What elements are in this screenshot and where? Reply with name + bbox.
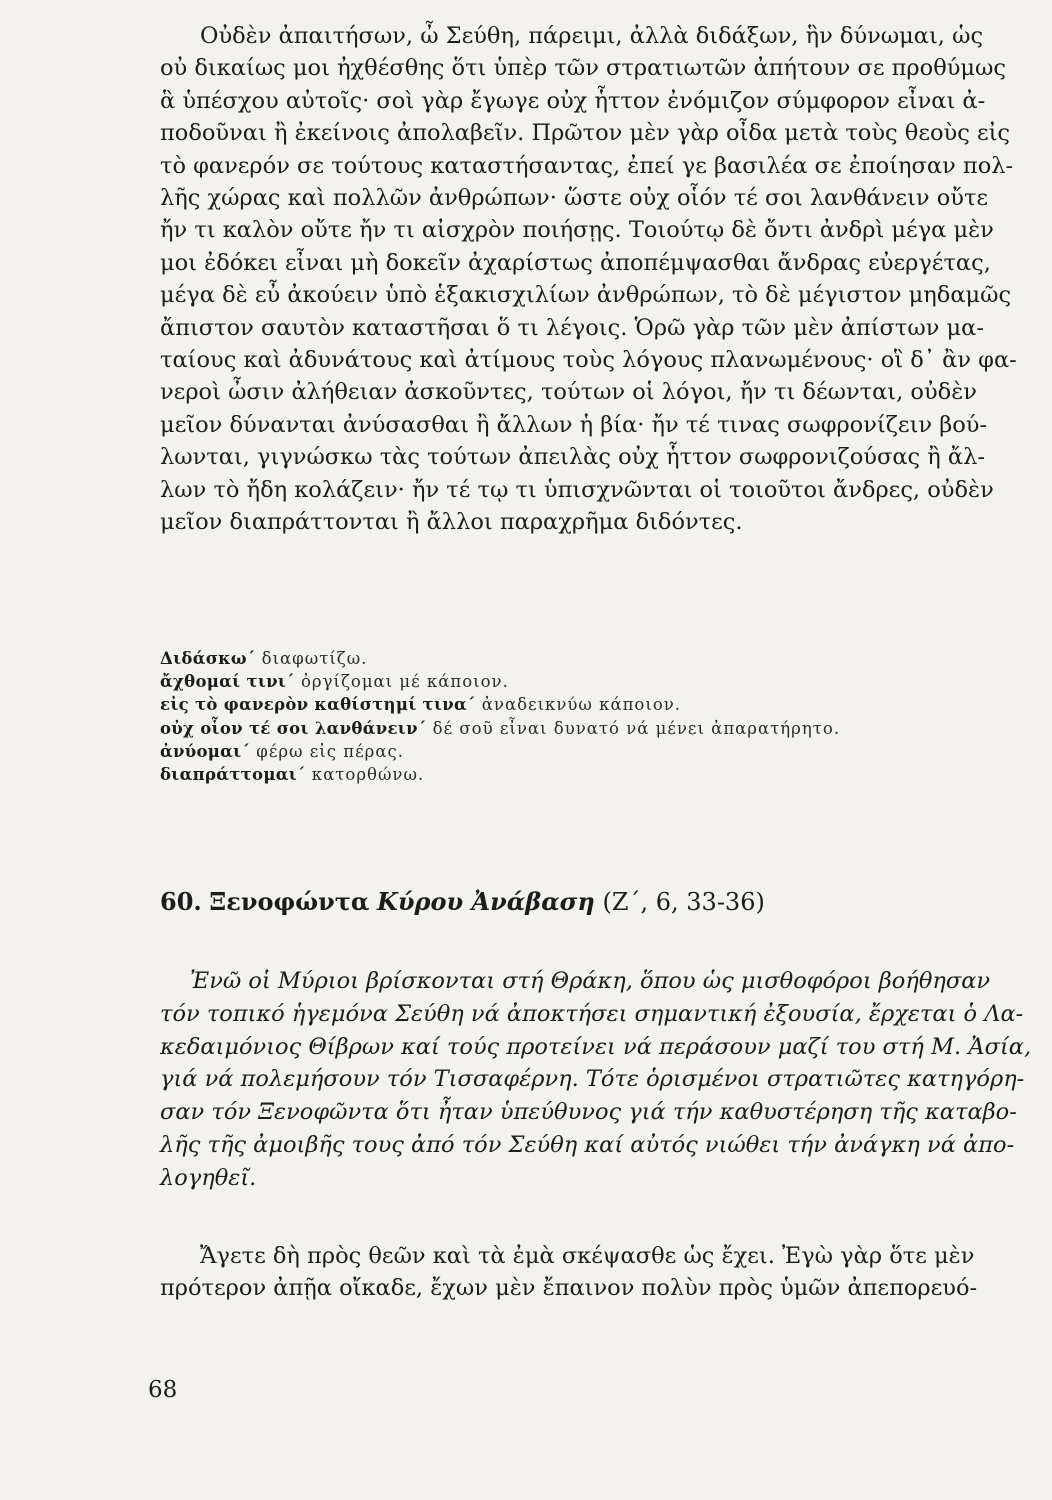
text-line: τόν τοπικό ἡγεμόνα Σεύθη νά ἀποκτήσει σημαντική ἐξουσία, ἔρχεται ὁ Λα- <box>160 1000 1024 1027</box>
glossary-term: ἄχθομαί τινι΄ <box>160 672 295 692</box>
text-line: νεροὶ ὦσιν ἀλήθειαν ἀσκοῦντες, τούτων οἱ λόγοι, ἤν τι δέωνται, οὐδὲν <box>160 379 977 406</box>
text-line: μοι ἐδόκει εἶναι μὴ δοκεῖν ἀχαρίστως ἀποπέμψασθαι ἄνδρας εὐεργέτας, <box>160 249 991 276</box>
glossary-entry <box>160 693 1020 716</box>
vocabulary-glossary <box>160 647 1020 786</box>
text-line: τὸ φανερόν σε τούτους καταστήσαντας, ἐπεί γε βασιλέα σε ἐποίησαν πολ- <box>160 152 1014 179</box>
glossary-entry <box>160 740 1020 763</box>
section-introduction <box>160 965 1032 1195</box>
text-line: Οὐδὲν ἀπαιτήσων, ὦ Σεύθη, πάρειμι, ἀλλὰ διδάξων, ἣν δύνωμαι, ὡς <box>200 23 984 49</box>
text-line: λῆς τῆς ἀμοιβῆς τους ἀπό τόν Σεύθη καί αὐτός νιώθει τήν ἀνάγκη νά ἀπο- <box>160 1131 1015 1158</box>
glossary-definition: δέ σοῦ εἶναι δυνατό νά μένει ἀπαρατήρητο. <box>426 718 841 738</box>
text-line: ταίους καὶ ἀδυνάτους καὶ ἀτίμους τοὺς λόγους πλανωμένους· οἳ δ᾽ ἂν φα- <box>160 347 1017 374</box>
glossary-definition: ἀναδεικνύω κάποιον. <box>475 695 682 715</box>
text-line: λωνται, γιγνώσκω τὰς τούτων ἀπειλὰς οὐχ ἧττον σωφρονιζούσας ἢ ἄλ- <box>160 444 985 471</box>
text-line: ἤν τι καλὸν οὔτε ἤν τι αἰσχρὸν ποιήσῃς. Τοιούτῳ δὲ ὄντι ἀνδρὶ μέγα μὲν <box>160 217 994 244</box>
text-line: ἄπιστον σαυτὸν καταστῆσαι ὅ τι λέγοις. Ὁρῶ γὰρ τῶν μὲν ἀπίστων μα- <box>160 314 984 341</box>
glossary-entry <box>160 647 1020 670</box>
glossary-definition: διαφωτίζω. <box>255 649 368 668</box>
text-line: μεῖον διαπράττονται ἢ ἄλλοι παραχρῆμα διδόντες. <box>160 509 743 536</box>
section-author: Ξενοφώντα <box>209 887 370 916</box>
text-line: Ἄγετε δὴ πρὸς θεῶν καὶ τὰ ἐμὰ σκέψασθε ὡς ἔχει. Ἐγὼ γὰρ ὅτε μὲν <box>200 1243 975 1269</box>
text-line: κεδαιμόνιος Θίβρων καί τούς προτείνει νά περάσουν μαζί του στή Μ. Ἀσία, <box>160 1033 1032 1060</box>
glossary-entry <box>160 670 1020 693</box>
text-line: ποδοῦναι ἢ ἐκείνοις ἀπολαβεῖν. Πρῶτον μὲν γὰρ οἶδα μετὰ τοὺς θεοὺς εἰς <box>160 120 1011 147</box>
glossary-term: ἀνύομαι΄ <box>160 741 251 761</box>
text-line: λῆς χώρας καὶ πολλῶν ἀνθρώπων· ὥστε οὐχ οἷόν τέ σοι λανθάνειν οὔτε <box>160 185 989 212</box>
glossary-definition: ὀργίζομαι μέ κάποιον. <box>294 672 509 692</box>
section-reference: (Ζ΄, 6, 33-36) <box>602 888 765 916</box>
text-line: λογηθεῖ. <box>160 1164 257 1191</box>
section-heading <box>160 885 1020 919</box>
glossary-definition: φέρω εἰς πέρας. <box>250 741 404 761</box>
glossary-term: οὐχ οἷον τέ σοι λανθάνειν΄ <box>160 718 427 738</box>
passage-paragraph <box>160 1240 1020 1305</box>
text-line: λων τὸ ἤδη κολάζειν· ἤν τέ τῳ τι ὑπισχνῶνται οἱ τοιοῦτοι ἄνδρες, οὐδὲν <box>160 476 994 503</box>
text-line: Ἐνῶ οἱ Μύριοι βρίσκονται στή Θράκη, ὅπου ὡς μισθοφόροι βοήθησαν <box>190 968 991 994</box>
intro-paragraph <box>160 965 1032 1195</box>
glossary-term: Διδάσκω΄ <box>160 649 256 668</box>
glossary-term: εἰς τὸ φανερὸν καθίστημί τινα΄ <box>160 695 476 715</box>
text-line: μεῖον δύνανται ἀνύσασθαι ἢ ἄλλων ἡ βία· ἤν τέ τινας σωφρονίζειν βού- <box>160 411 988 438</box>
greek-passage-bottom <box>160 1240 1020 1305</box>
glossary-term: διαπράττομαι΄ <box>160 765 306 785</box>
glossary-definition: κατορθώνω. <box>305 765 425 785</box>
glossary-entry <box>160 717 1020 740</box>
passage-paragraph <box>160 20 1020 539</box>
page-number: 68 <box>148 1377 178 1403</box>
text-line: μέγα δὲ εὖ ἀκούειν ὑπὸ ἑξακισχιλίων ἀνθρώπων, τὸ δὲ μέγιστον μηδαμῶς <box>160 282 1012 309</box>
text-line: πρότερον ἀπῇα οἴκαδε, ἔχων μὲν ἔπαινον πολὺν πρὸς ὑμῶν ἀπεπορευό- <box>160 1275 978 1302</box>
text-line: γιά νά πολεμήσουν τόν Τισσαφέρνη. Τότε ὁρισμένοι στρατιῶτες κατηγόρη- <box>160 1066 1025 1093</box>
glossary-entry <box>160 763 1020 786</box>
text-line: οὐ δικαίως μοι ἠχθέσθης ὅτι ὑπὲρ τῶν στρατιωτῶν ἀπήτουν σε προθύμως <box>160 55 1006 82</box>
section-work-title: Κύρου Ἀνάβαση <box>377 887 595 916</box>
text-line: σαν τόν Ξενοφῶντα ὅτι ἦταν ὑπεύθυνος γιά τήν καθυστέρηση τῆς καταβο- <box>160 1099 1017 1126</box>
section-number: 60. <box>160 887 202 916</box>
greek-passage-top <box>160 20 1020 539</box>
text-line: ἃ ὑπέσχου αὐτοῖς· σοὶ γὰρ ἔγωγε οὐχ ἧττον ἐνόμιζον σύμφορον εἶναι ἀ- <box>160 87 986 114</box>
